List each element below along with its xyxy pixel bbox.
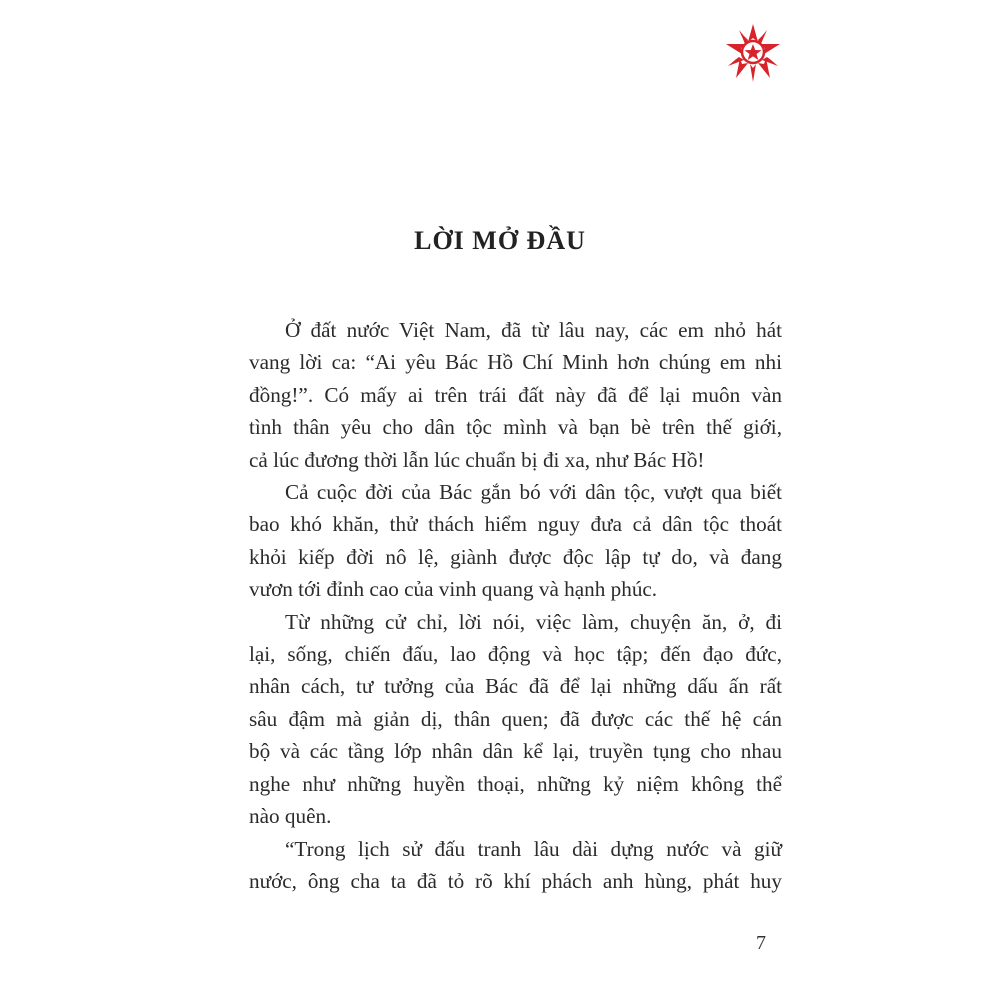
paragraph-2 xyxy=(249,476,782,606)
paragraph-3 xyxy=(249,606,782,833)
chapter-title: LỜI MỞ ĐẦU xyxy=(414,226,586,255)
page-number: 7 xyxy=(756,932,766,954)
text-line: “Trong lịch sử đấu tranh lâu dài dựng nước và giữ xyxy=(285,836,782,861)
text-line: tình thân yêu cho dân tộc mình và bạn bè trên thế giới, xyxy=(249,415,782,440)
paragraph-1 xyxy=(249,314,782,476)
text-line: Cả cuộc đời của Bác gắn bó với dân tộc, vượt qua biết xyxy=(285,480,782,505)
text-line: cả lúc đương thời lẫn lúc chuẩn bị đi xa, như Bác Hồ! xyxy=(249,447,705,472)
text-line: nghe như những huyền thoại, những kỷ niệm không thể xyxy=(249,771,782,796)
text-line: nước, ông cha ta đã tỏ rõ khí phách anh hùng, phát huy xyxy=(249,868,782,893)
red-star-emblem-icon xyxy=(722,22,784,84)
text-line: Ở đất nước Việt Nam, đã từ lâu nay, các em nhỏ hát xyxy=(285,318,782,342)
text-line: đồng!”. Có mấy ai trên trái đất này đã để lại muôn vàn xyxy=(249,382,782,407)
text-line: nào quên. xyxy=(249,804,332,829)
paragraph-4 xyxy=(249,833,782,898)
text-line: bộ và các tầng lớp nhân dân kể lại, truyền tụng cho nhau xyxy=(249,739,782,764)
text-line: nhân cách, tư tưởng của Bác đã để lại những dấu ấn rất xyxy=(249,674,782,699)
text-line: lại, sống, chiến đấu, lao động và học tập; đến đạo đức, xyxy=(249,642,782,667)
text-line: vang lời ca: “Ai yêu Bác Hồ Chí Minh hơn chúng em nhi xyxy=(249,350,782,375)
text-line: sâu đậm mà giản dị, thân quen; đã được các thế hệ cán xyxy=(249,706,782,731)
text-line: bao khó khăn, thử thách hiểm nguy đưa cả dân tộc thoát xyxy=(249,512,782,537)
text-line: vươn tới đỉnh cao của vinh quang và hạnh phúc. xyxy=(249,577,658,602)
text-line: khỏi kiếp đời nô lệ, giành được độc lập tự do, và đang xyxy=(249,544,782,569)
text-line: Từ những cử chỉ, lời nói, việc làm, chuyện ăn, ở, đi xyxy=(285,609,782,634)
body-text xyxy=(249,314,782,897)
